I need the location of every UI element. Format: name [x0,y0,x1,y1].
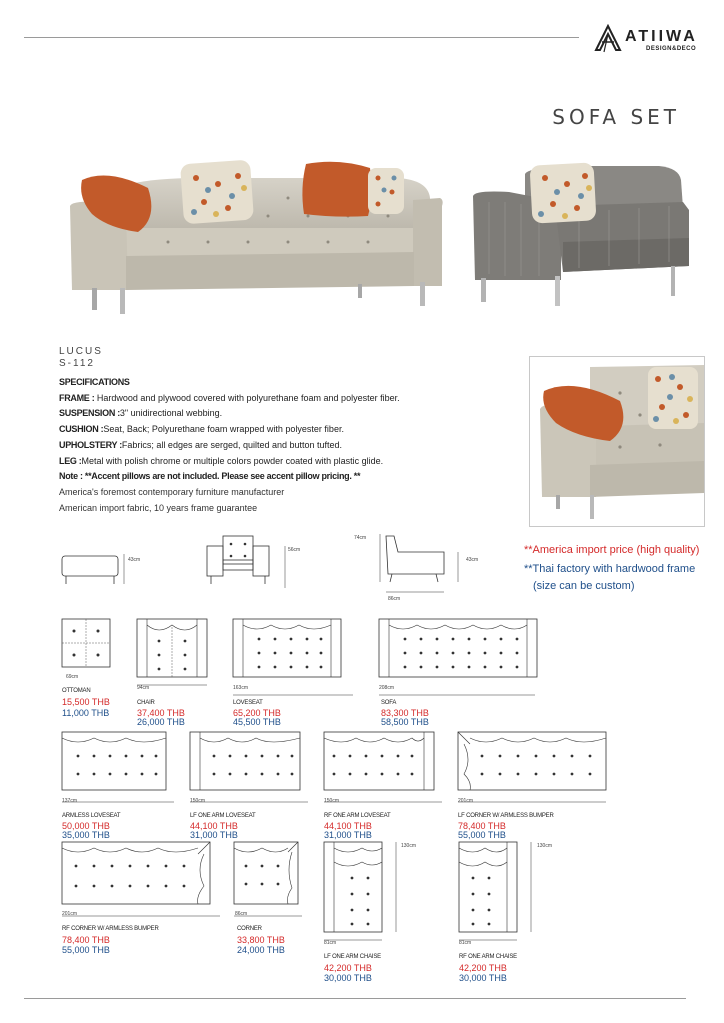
corner-plan [232,840,304,920]
sofa-price-thai: 58,500 THB [381,717,429,727]
profile-seat-height: 43cm [466,557,479,563]
spec-leg: LEG :Metal with polish chrome or multiple colors powder coated with plastic glide. [59,455,384,466]
chair-width: 94cm [137,685,150,691]
profile-depth: 86cm [388,596,401,602]
brand-name: ATIIWA [625,28,698,45]
spec-suspension: SUSPENSION :3" unidirectional webbing. [59,408,223,419]
sofa-photo [68,158,446,316]
sofa-price-america: 83,300 THB [381,708,429,718]
product-code: S-112 [59,358,95,369]
armless-loveseat-label: ARMLESS LOVESEAT [62,813,121,819]
lf-chaise-price-thai: 30,000 THB [324,973,372,983]
lf-corner-plan [456,730,612,806]
rf-chaise-width: 81cm [459,940,472,946]
chair-front-view [203,532,293,590]
chair-plan [135,617,211,687]
back-height: 74cm [354,535,367,541]
armless-loveseat-price-america: 50,000 THB [62,821,110,831]
rf-chaise-price-thai: 30,000 THB [459,973,507,983]
lf-chaise-price-america: 42,200 THB [324,963,372,973]
lf-one-arm-loveseat-price-thai: 31,000 THB [190,830,238,840]
lf-corner-price-america: 78,400 THB [458,821,506,831]
logo-mark-icon [594,24,622,54]
ottoman-side-view [58,550,128,588]
loveseat-price-thai: 45,500 THB [233,717,281,727]
lf-corner-label: LF CORNER W/ ARMLESS BUMPER [458,813,554,819]
chair-price-america: 37,400 THB [137,708,185,718]
loveseat-price-america: 65,200 THB [233,708,281,718]
lf-corner-price-thai: 55,000 THB [458,830,506,840]
product-identity [59,346,103,370]
loveseat-label: LOVESEAT [233,700,263,706]
lf-chaise-width: 81cm [324,940,337,946]
ottoman-width: 69cm [66,674,79,680]
rf-one-arm-loveseat-label: RF ONE ARM LOVESEAT [324,813,391,819]
sofa-width: 208cm [379,685,395,691]
header-divider [24,37,579,38]
corner-price-thai: 24,000 THB [237,945,285,955]
ottoman-label: OTTOMAN [62,688,91,694]
armless-loveseat-width: 137cm [62,798,78,804]
rf-one-arm-loveseat-price-america: 44,100 THB [324,821,372,831]
sofa-plan [377,617,543,697]
ottoman-price-thai: 11,000 THB [62,708,110,718]
lf-one-arm-loveseat-plan [188,730,310,806]
rf-one-arm-loveseat-plan [322,730,444,806]
ottoman-price-america: 15,500 THB [62,697,110,707]
spec-upholstery: UPHOLSTERY :Fabrics; all edges are serged, quilted and button tufted. [59,439,343,450]
armless-loveseat-plan [60,730,180,806]
armless-loveseat-price-thai: 35,000 THB [62,830,110,840]
lf-one-arm-loveseat-price-america: 44,100 THB [190,821,238,831]
corner-label: CORNER [237,926,262,932]
lf-chaise-label: LF ONE ARM CHAISE [324,954,381,960]
lf-one-arm-chaise-plan [322,840,402,942]
loveseat-plan [231,617,357,697]
rf-one-arm-chaise-plan [457,840,537,942]
brand-logo [594,24,704,58]
rf-chaise-label: RF ONE ARM CHAISE [459,954,517,960]
loveseat-width: 163cm [233,685,249,691]
lf-one-arm-loveseat-label: LF ONE ARM LOVESEAT [190,813,256,819]
specs-heading: SPECIFICATIONS [59,377,130,387]
ottoman-plan [60,617,114,673]
america-price-note: **America import price (high quality) [524,544,700,556]
detail-photo [530,357,704,526]
corner-price-america: 33,800 THB [237,935,285,945]
specifications [59,375,529,516]
seat-height: 56cm [288,547,301,553]
lf-corner-width: 201cm [458,798,474,804]
rf-corner-label: RF CORNER W/ ARMLESS BUMPER [62,926,159,932]
rf-one-arm-loveseat-price-thai: 31,000 THB [324,830,372,840]
spec-frame: FRAME : Hardwood and plywood covered with polyurethane foam and polyester fiber. [59,392,400,403]
guarantee-line: American import fabric, 10 years frame guarantee [59,502,258,513]
corner-width: 86cm [235,911,248,917]
thai-price-note: **Thai factory with hardwood frame (size can be custom) [524,563,696,592]
sofa-label: SOFA [381,700,397,706]
chair-price-thai: 26,000 THB [137,717,185,727]
rf-one-arm-loveseat-width: 150cm [324,798,340,804]
rf-corner-plan [60,840,222,920]
profile-view [374,532,464,602]
detail-photo-frame [529,356,705,527]
lf-chaise-length: 130cm [401,843,417,849]
rf-chaise-length: 130cm [537,843,553,849]
accent-pillow-note: Note : **Accent pillows are not included. Please see accent pillow pricing. ** [59,471,361,482]
product-name: LUCUS [59,346,103,357]
lf-one-arm-loveseat-width: 150cm [190,798,206,804]
chair-photo [469,162,694,312]
brand-tagline: DESIGN&DECO [646,46,697,52]
rf-corner-price-thai: 55,000 THB [62,945,110,955]
rf-chaise-price-america: 42,200 THB [459,963,507,973]
page-title: SOFA SET [552,105,680,129]
spec-cushion: CUSHION :Seat, Back; Polyurethane foam wrapped with polyester fiber. [59,424,344,435]
rf-corner-width: 201cm [62,911,78,917]
rf-corner-price-america: 78,400 THB [62,935,110,945]
chair-label: CHAIR [137,700,155,706]
ottoman-height: 43cm [128,557,141,563]
footer-divider [24,998,686,999]
manufacturer-line: America's foremost contemporary furniture manufacturer [59,486,285,497]
